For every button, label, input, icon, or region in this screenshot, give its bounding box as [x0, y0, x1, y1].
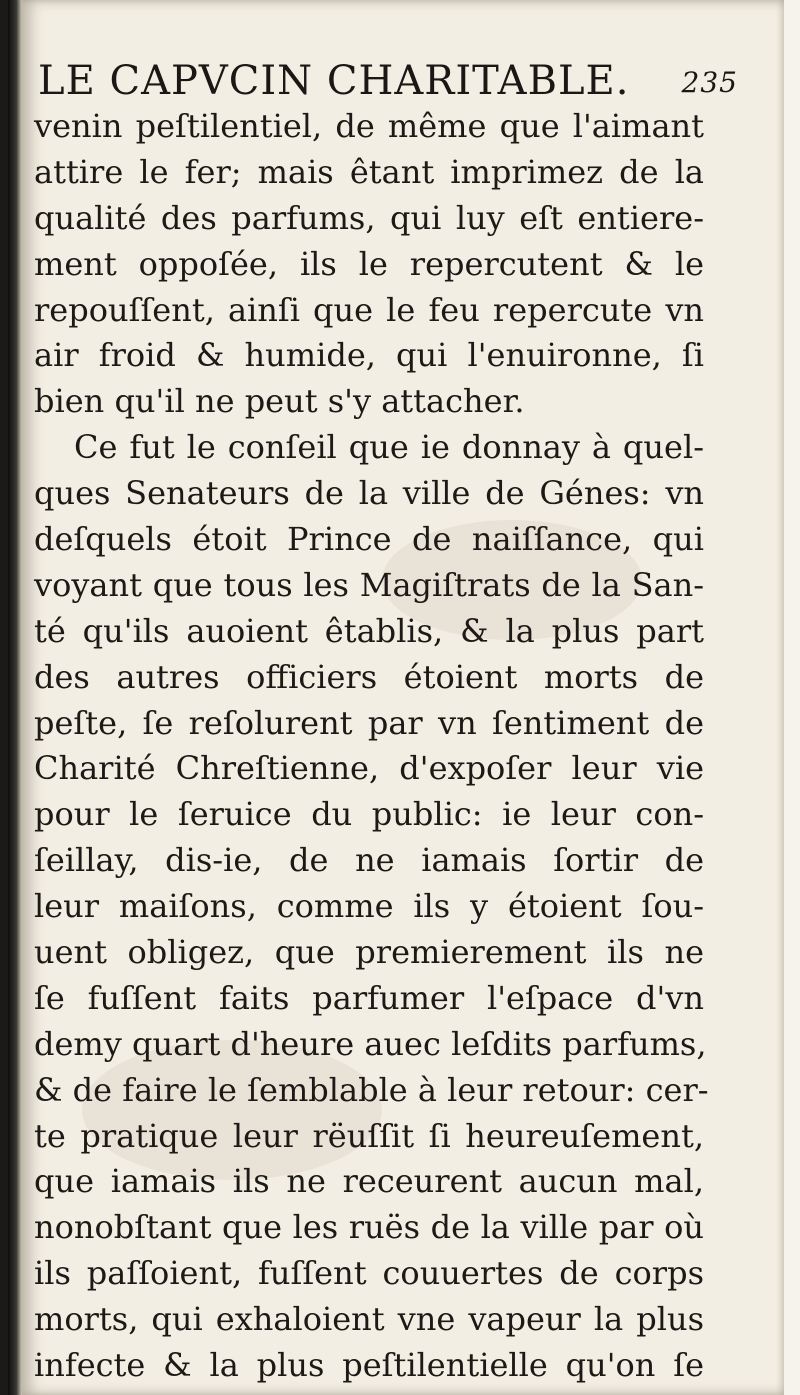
- page-edge: [784, 0, 800, 1395]
- text-line: Charité Chreſtienne, d'expoſer leur vie: [34, 749, 704, 788]
- text-line: ſeillay, dis-ie, de ne iamais ſortir de: [34, 841, 704, 880]
- text-line: qualité des parfums, qui luy eſt entiere-: [34, 198, 704, 237]
- paragraph-start-line: Ce fut le conſeil que ie donnay à quel-: [74, 428, 704, 467]
- body-text: [34, 104, 709, 1389]
- text-line: té qu'ils auoient êtablis, & la plus part: [34, 611, 704, 650]
- text-line: que iamais ils ne receurent aucun mal,: [34, 1162, 704, 1201]
- paragraph-end-line: bien qu'il ne peut s'y attacher.: [34, 382, 525, 421]
- page-number: 235: [681, 66, 738, 99]
- text-line: leur maiſons, comme ils y étoient ſou-: [34, 887, 704, 926]
- text-line: nonobſtant que les ruës de la ville par où: [34, 1208, 704, 1247]
- text-line: des autres officiers étoient morts de: [34, 657, 704, 696]
- text-line: peſte, ſe reſolurent par vn ſentiment de: [34, 703, 704, 742]
- text-line: ment oppoſée, ils le repercutent & le: [34, 244, 704, 283]
- text-line: venin peſtilentiel, de même que l'aimant: [34, 107, 704, 145]
- text-line: ſe fuſſent faits parfumer l'eſpace d'vn: [34, 978, 704, 1017]
- running-head: [38, 56, 738, 106]
- book-gutter: [8, 0, 22, 1395]
- text-line: voyant que tous les Magiſtrats de la San-: [34, 565, 704, 604]
- text-line: pour le ſeruice du public: ie leur con-: [34, 795, 704, 834]
- text-line: morts, qui exhaloient vne vapeur la plus: [34, 1300, 704, 1339]
- text-line: demy quart d'heure auec leſdits parfums,: [34, 1024, 707, 1063]
- text-line: deſquels étoit Prince de naiſſance, qui: [34, 520, 704, 559]
- text-line: te pratique leur rëuſſit ſi heureuſement,: [34, 1116, 704, 1155]
- text-line: infecte & la plus peſtilentielle qu'on ſe: [34, 1346, 704, 1385]
- text-line: & de faire le ſemblable à leur retour: cer-: [34, 1070, 709, 1109]
- running-title: LE CAPVCIN CHARITABLE.: [38, 58, 630, 104]
- text-line: ques Senateurs de la ville de Génes: vn: [34, 474, 704, 513]
- text-line: air froid & humide, qui l'enuironne, ſi: [34, 336, 704, 375]
- text-line: uent obligez, que premierement ils ne: [34, 933, 704, 972]
- text-line: attire le fer; mais êtant imprimez de la: [34, 152, 704, 191]
- text-line: repouſſent, ainſi que le feu repercute vn: [34, 290, 704, 329]
- text-line: ils paſſoient, fuſſent couuertes de corps: [34, 1254, 704, 1293]
